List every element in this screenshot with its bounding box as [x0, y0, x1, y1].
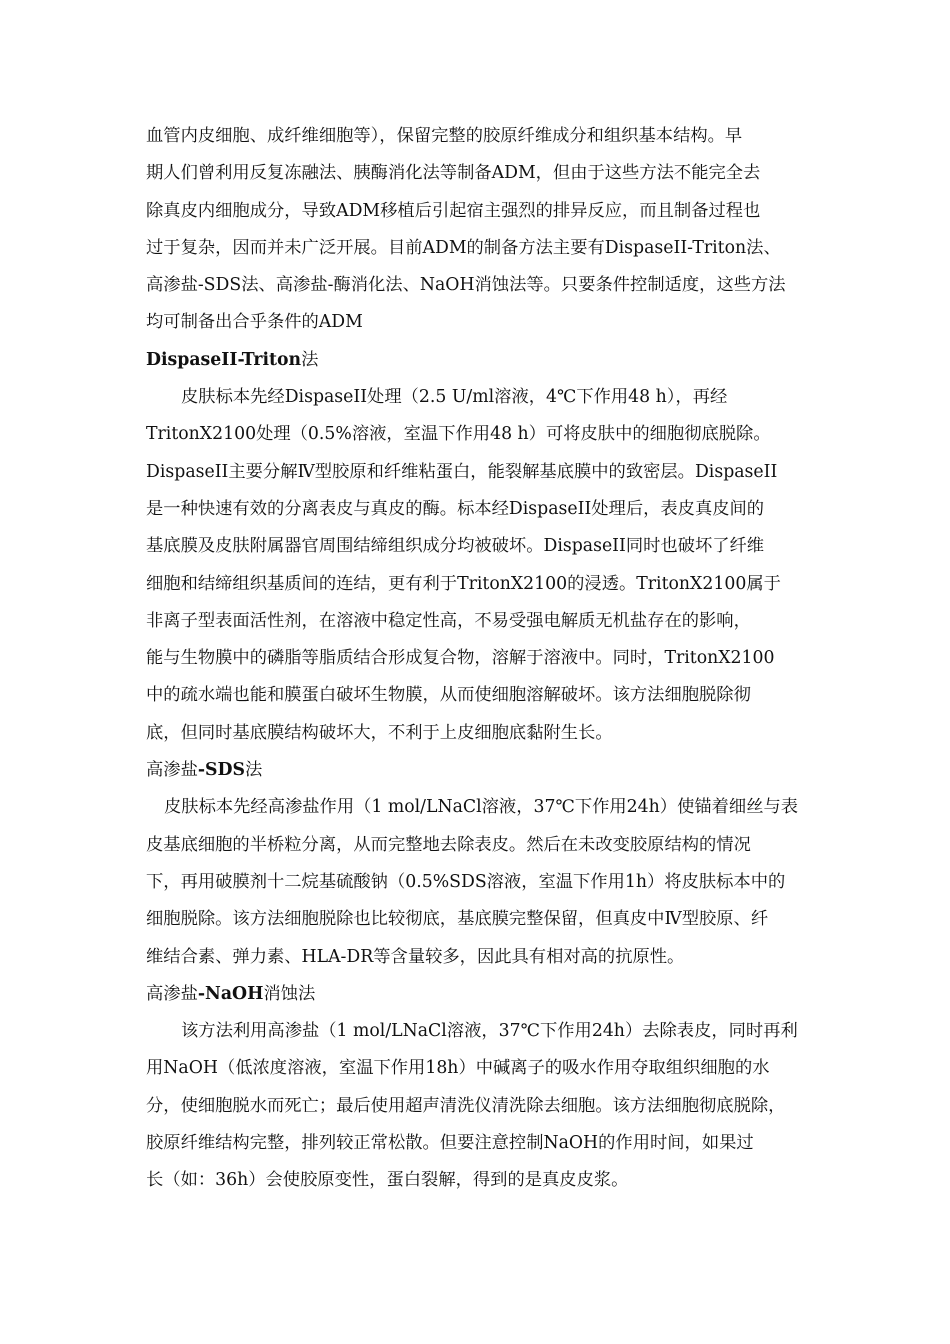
section3-line-4: 胶原纤维结构完整，排列较正常松散。但要注意控制NaOH的作用时间，如果过 — [146, 1133, 754, 1154]
section2-line-1: 皮肤标本先经高渗盐作用（1 mol/LNaCl溶液，37℃下作用24h）使锚着细丝与表 — [164, 797, 799, 818]
intro-line-1: 血管内皮细胞、成纤维细胞等），保留完整的胶原纤维成分和组织基本结构。早 — [146, 126, 743, 146]
section-heading-suffix: 法 — [301, 349, 319, 370]
section1-line-10: 底，但同时基底膜结构破坏大，不利于上皮细胞底黏附生长。 — [146, 722, 613, 743]
section1-line-7: 非离子型表面活性剂，在溶液中稳定性高，不易受强电解质无机盐存在的影响， — [146, 610, 751, 631]
intro-line-4: 过于复杂，因而并未广泛开展。目前ADM的制备方法主要有DispaseII-Triton法、 — [146, 237, 781, 258]
section-heading-bold: -SDS — [197, 760, 245, 781]
section2-line-2: 皮基底细胞的半桥粒分离，从而完整地去除表皮。然后在未改变胶原结构的情况 — [146, 834, 751, 855]
section-heading-saline-sds — [146, 752, 811, 789]
section1-line-9: 中的疏水端也能和膜蛋白破坏生物膜，从而使细胞溶解破坏。该方法细胞脱除彻 — [146, 685, 751, 706]
section-heading-dispase-triton — [146, 342, 811, 379]
section1-line-5: 基底膜及皮肤附属器官周围结缔组织成分均被破坏。DispaseII同时也破坏了纤维 — [146, 536, 765, 557]
intro-line-5: 高渗盐-SDS法、高渗盐-酶消化法、NaOH消蚀法等。只要条件控制适度，这些方法 — [146, 275, 786, 296]
section2-line-3: 下，再用破膜剂十二烷基硫酸钠（0.5%SDS溶液，室温下作用1h）将皮肤标本中的 — [146, 871, 786, 892]
section-heading-saline-naoh — [146, 976, 811, 1013]
section3-line-1: 该方法利用高渗盐（1 mol/LNaCl溶液，37℃下作用24h）去除表皮，同时再利 — [181, 1021, 798, 1042]
section3-line-2: 用NaOH（低浓度溶液，室温下作用18h）中碱离子的吸水作用夺取组织细胞的水 — [146, 1058, 770, 1079]
section-heading-suffix: 法 — [244, 760, 263, 781]
section-heading-suffix: 消蚀法 — [263, 983, 316, 1004]
section1-line-8: 能与生物膜中的磷脂等脂质结合形成复合物，溶解于溶液中。同时，TritonX2100 — [146, 648, 775, 669]
section1-line-4: 是一种快速有效的分离表皮与真皮的酶。标本经DispaseII处理后，表皮真皮间的 — [146, 498, 765, 519]
section1-line-1: 皮肤标本先经DispaseII处理（2.5 U/ml溶液，4℃下作用48 h），再经 — [181, 387, 728, 408]
document-body — [146, 118, 811, 1200]
section1-line-6: 细胞和结缔组织基质间的连结，更有利于TritonX2100的浸透。TritonX2100属于 — [146, 573, 781, 594]
section1-line-2: TritonX2100处理（0.5%溶液，室温下作用48 h）可将皮肤中的细胞彻底脱除。 — [146, 424, 771, 445]
intro-line-2: 期人们曾利用反复冻融法、胰酶消化法等制备ADM，但由于这些方法不能完全去 — [146, 163, 761, 184]
section3-line-5: 长（如：36h）会使胶原变性，蛋白裂解，得到的是真皮皮浆。 — [146, 1170, 629, 1191]
section2-line-4: 细胞脱除。该方法细胞脱除也比较彻底，基底膜完整保留，但真皮中Ⅳ型胶原、纤 — [146, 909, 769, 930]
section-heading-prefix: 高渗盐 — [146, 760, 198, 781]
intro-line-3: 除真皮内细胞成分，导致ADM移植后引起宿主强烈的排异反应，而且制备过程也 — [146, 200, 761, 221]
section-heading-bold: -NaOH — [197, 983, 264, 1004]
section1-line-3: DispaseII主要分解Ⅳ型胶原和纤维粘蛋白，能裂解基底膜中的致密层。DispaseII — [146, 461, 778, 482]
section2-line-5: 维结合素、弹力素、HLA-DR等含量较多，因此具有相对高的抗原性。 — [146, 946, 685, 967]
section-heading-bold: DispaseII-Triton — [146, 349, 302, 370]
section-heading-prefix: 高渗盐 — [146, 983, 198, 1004]
section3-line-3: 分，使细胞脱水而死亡；最后使用超声清洗仪清洗除去细胞。该方法细胞彻底脱除， — [146, 1095, 786, 1116]
intro-line-6: 均可制备出合乎条件的ADM — [146, 312, 363, 333]
